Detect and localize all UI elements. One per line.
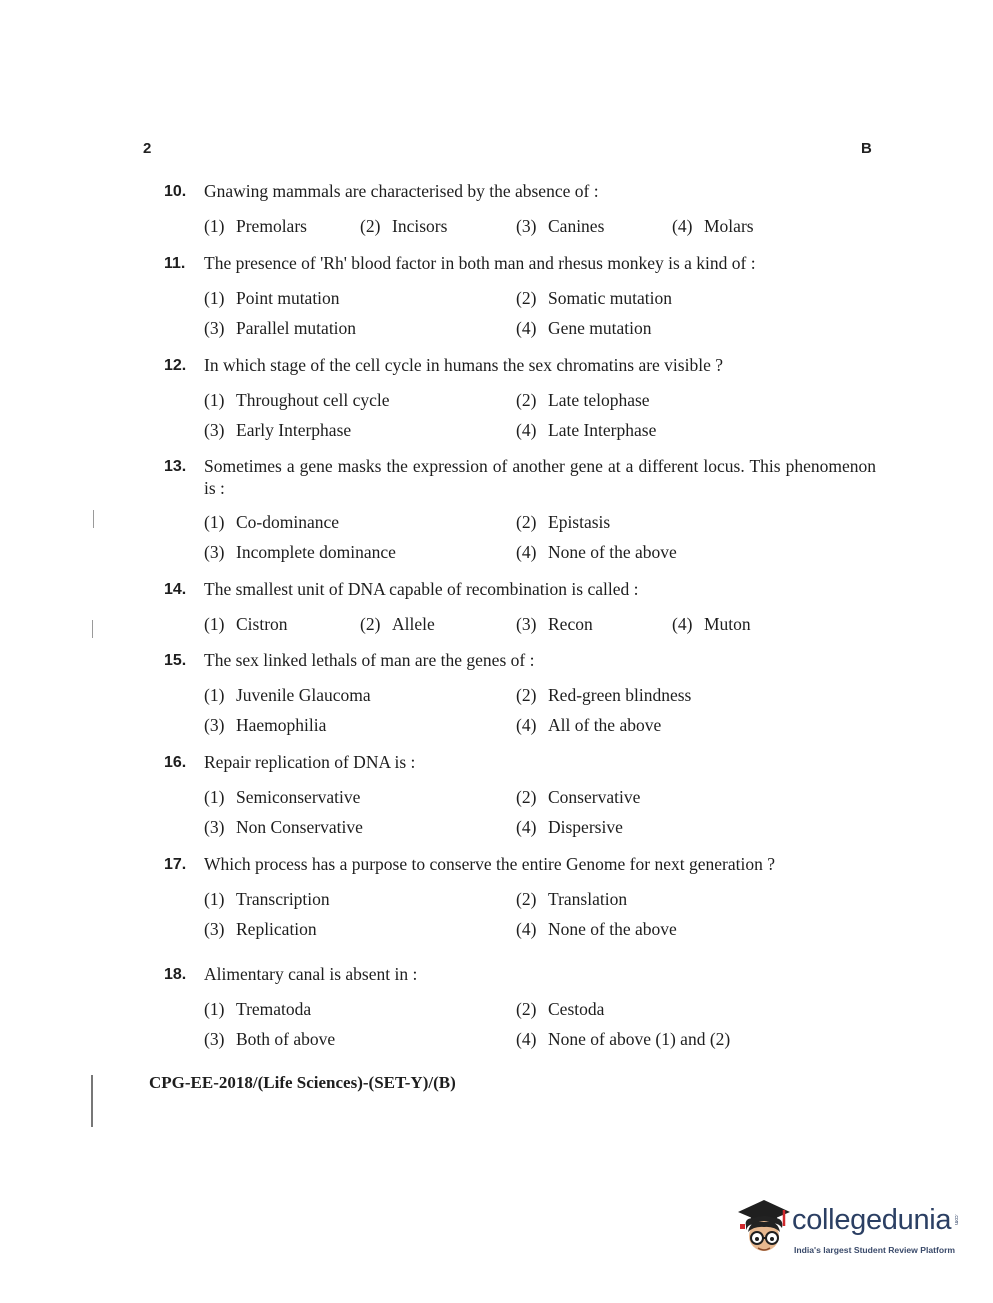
option-3: (3) Early Interphase	[204, 419, 352, 440]
question-number: 13.	[164, 458, 187, 475]
option-2: (2) Cestoda	[516, 998, 605, 1019]
scan-mark	[92, 620, 93, 638]
option-4: (4) Late Interphase	[516, 419, 657, 440]
question-text: The sex linked lethals of man are the genes of :	[204, 650, 535, 670]
option-1: (1) Throughout cell cycle	[204, 389, 390, 410]
options	[204, 385, 876, 445]
option-2: (2) Translation	[516, 888, 628, 909]
option-1: (1) Cistron	[204, 613, 288, 634]
question-18	[164, 963, 876, 1054]
page-number: 2	[143, 140, 152, 157]
question-number: 10.	[164, 183, 187, 200]
scan-mark	[93, 510, 94, 528]
question-number: 12.	[164, 357, 187, 374]
option-3: (3) Non Conservative	[204, 816, 363, 837]
question-16	[164, 751, 876, 842]
question-number: 14.	[164, 581, 187, 598]
option-4: (4) Muton	[672, 613, 751, 634]
question-14	[164, 578, 876, 639]
options	[204, 680, 876, 740]
option-2: (2) Incisors	[360, 215, 448, 236]
option-4: (4) Dispersive	[516, 816, 623, 837]
option-2: (2) Somatic mutation	[516, 287, 672, 308]
question-text: Gnawing mammals are characterised by the absence of :	[204, 181, 599, 201]
question-10	[164, 180, 876, 241]
collegedunia-watermark	[734, 1196, 964, 1266]
option-1: (1) Semiconservative	[204, 786, 361, 807]
question-17	[164, 853, 876, 944]
option-4: (4) None of above (1) and (2)	[516, 1028, 731, 1049]
student-mascot-icon	[734, 1196, 794, 1262]
option-4: (4) Molars	[672, 215, 754, 236]
question-13	[164, 455, 876, 567]
question-12	[164, 354, 876, 445]
question-number: 15.	[164, 652, 187, 669]
option-2: (2) Epistasis	[516, 511, 611, 532]
question-text: In which stage of the cell cycle in humans the sex chromatins are visible ?	[204, 355, 723, 375]
option-1: (1) Point mutation	[204, 287, 340, 308]
question-number: 18.	[164, 966, 187, 983]
brand-name: collegedunia	[792, 1204, 952, 1236]
question-number: 16.	[164, 754, 187, 771]
options	[204, 884, 876, 944]
option-2: (2) Late telophase	[516, 389, 650, 410]
brand-domain: .com	[953, 1214, 959, 1225]
question-number: 11.	[164, 255, 186, 272]
question-15	[164, 649, 876, 740]
option-3: (3) Parallel mutation	[204, 317, 357, 338]
option-1: (1) Transcription	[204, 888, 330, 909]
option-1: (1) Premolars	[204, 215, 307, 236]
option-2: (2) Conservative	[516, 786, 641, 807]
option-4: (4) All of the above	[516, 714, 662, 735]
exam-code-footer: CPG-EE-2018/(Life Sciences)-(SET-Y)/(B)	[149, 1073, 456, 1092]
option-1: (1) Co-dominance	[204, 511, 340, 532]
question-text: Sometimes a gene masks the expression of another gene at a different locus. This phenomenon is :	[204, 456, 876, 498]
question-text: Which process has a purpose to conserve the entire Genome for next generation ?	[204, 854, 775, 874]
brand-tagline: India's largest Student Review Platform	[794, 1245, 956, 1255]
set-code: B	[861, 140, 872, 157]
option-1: (1) Trematoda	[204, 998, 312, 1019]
option-1: (1) Juvenile Glaucoma	[204, 684, 371, 705]
question-number: 17.	[164, 856, 187, 873]
options	[204, 994, 876, 1054]
option-2: (2) Allele	[360, 613, 435, 634]
options	[204, 283, 876, 343]
question-text: The presence of 'Rh' blood factor in both man and rhesus monkey is a kind of :	[204, 253, 756, 273]
options	[204, 782, 876, 842]
option-3: (3) Haemophilia	[204, 714, 327, 735]
option-3: (3) Recon	[516, 613, 593, 634]
scan-mark	[91, 1075, 93, 1127]
question-text: Repair replication of DNA is :	[204, 752, 416, 772]
option-4: (4) None of the above	[516, 541, 677, 562]
option-4: (4) None of the above	[516, 918, 677, 939]
question-11	[164, 252, 876, 343]
option-2: (2) Red-green blindness	[516, 684, 692, 705]
option-3: (3) Both of above	[204, 1028, 336, 1049]
option-3: (3) Canines	[516, 215, 605, 236]
options	[204, 211, 876, 241]
option-3: (3) Incomplete dominance	[204, 541, 396, 562]
question-text: The smallest unit of DNA capable of recombination is called :	[204, 579, 639, 599]
question-text: Alimentary canal is absent in :	[204, 964, 418, 984]
options	[204, 507, 876, 567]
option-4: (4) Gene mutation	[516, 317, 652, 338]
options	[204, 609, 876, 639]
option-3: (3) Replication	[204, 918, 317, 939]
